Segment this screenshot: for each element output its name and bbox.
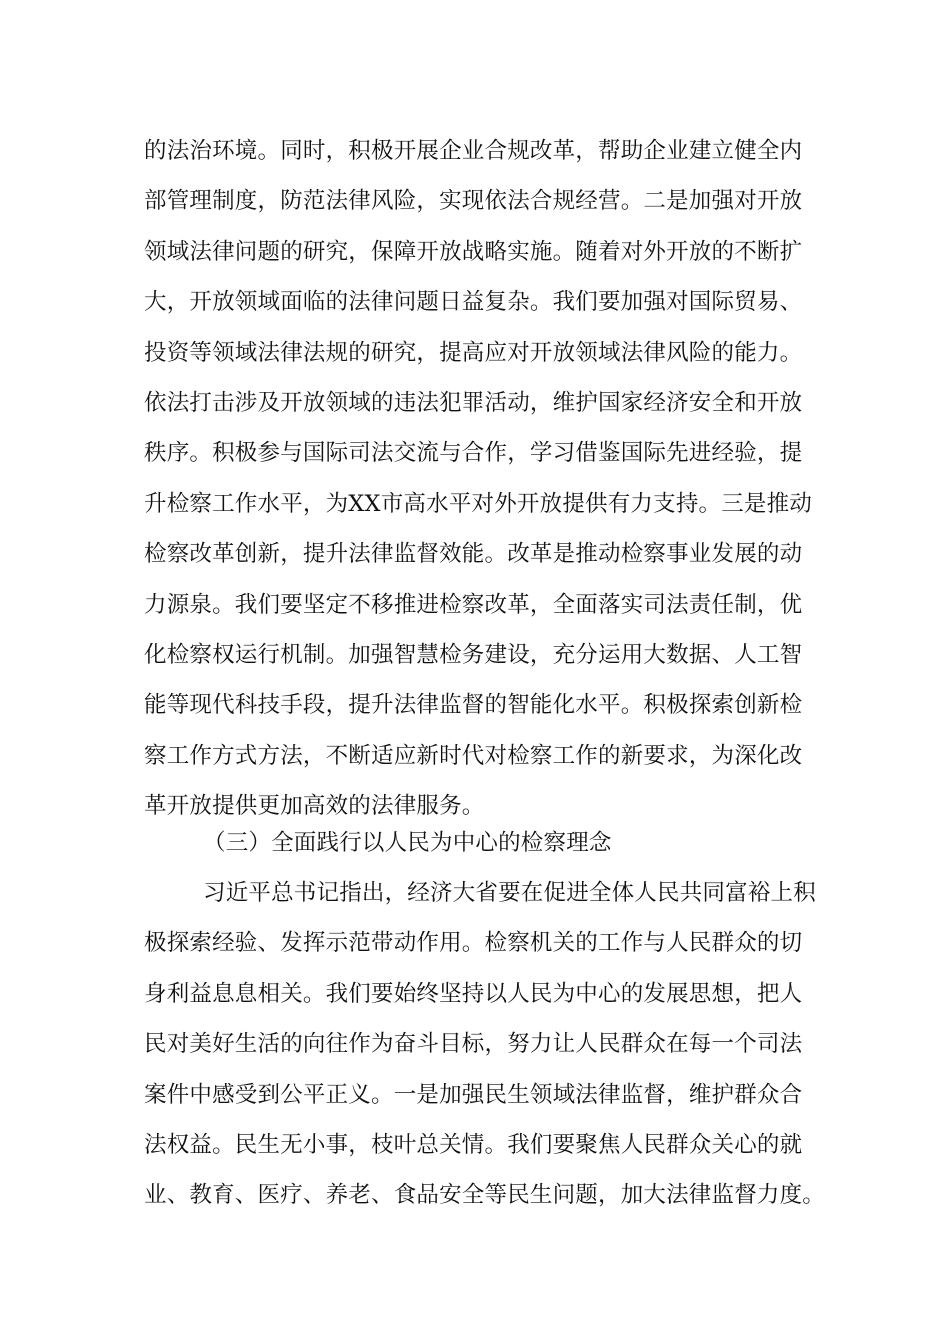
paragraph-line: 业、教育、医疗、养老、食品安全等民生问题，加大法律监督力度。 bbox=[144, 1182, 826, 1209]
paragraph-line: 升检察工作水平，为XX市高水平对外开放提供有力支持。三是推动 bbox=[144, 490, 813, 517]
paragraph-line: 大，开放领域面临的法律问题日益复杂。我们要加强对国际贸易、 bbox=[144, 289, 803, 316]
paragraph-line: 极探索经验、发挥示范带动作用。检察机关的工作与人民群众的切 bbox=[144, 930, 803, 957]
paragraph-1 bbox=[144, 126, 834, 831]
paragraph-line: 依法打击涉及开放领域的违法犯罪活动，维护国家经济安全和开放 bbox=[144, 389, 803, 416]
paragraph-line: 察工作方式方法，不断适应新时代对检察工作的新要求，为深化改 bbox=[144, 742, 803, 769]
paragraph-line: 民对美好生活的向往作为奋斗目标，努力让人民群众在每一个司法 bbox=[144, 1031, 803, 1058]
paragraph-2 bbox=[144, 868, 834, 1221]
paragraph-line: 部管理制度，防范法律风险，实现依法合规经营。二是加强对开放 bbox=[144, 188, 803, 215]
paragraph-line: 检察改革创新，提升法律监督效能。改革是推动检察事业发展的动 bbox=[144, 541, 803, 568]
section-heading-text: （三）全面践行以人民为中心的检察理念 bbox=[203, 830, 612, 856]
paragraph-line: 化检察权运行机制。加强智慧检务建设，充分运用大数据、人工智 bbox=[144, 641, 803, 668]
paragraph-line: 案件中感受到公平正义。一是加强民生领域法律监督，维护群众合 bbox=[144, 1081, 803, 1108]
paragraph-line: 能等现代科技手段，提升法律监督的智能化水平。积极探索创新检 bbox=[144, 692, 803, 719]
section-heading bbox=[144, 818, 834, 868]
paragraph-line: 法权益。民生无小事，枝叶总关情。我们要聚焦人民群众关心的就 bbox=[144, 1131, 803, 1158]
paragraph-line: 秩序。积极参与国际司法交流与合作，学习借鉴国际先进经验，提 bbox=[144, 440, 803, 467]
paragraph-line: 投资等领域法律法规的研究，提高应对开放领域法律风险的能力。 bbox=[144, 339, 803, 366]
paragraph-line: 领域法律问题的研究，保障开放战略实施。随着对外开放的不断扩 bbox=[144, 238, 803, 265]
paragraph-line: 的法治环境。同时，积极开展企业合规改革，帮助企业建立健全内 bbox=[144, 138, 803, 164]
paragraph-line: 身利益息息相关。我们要始终坚持以人民为中心的发展思想，把人 bbox=[144, 980, 803, 1007]
paragraph-line: 习近平总书记指出，经济大省要在促进全体人民共同富裕上积 bbox=[203, 880, 816, 906]
paragraph-line: 力源泉。我们要坚定不移推进检察改革，全面落实司法责任制，优 bbox=[144, 591, 803, 618]
paragraph-line: 革开放提供更加高效的法律服务。 bbox=[144, 793, 485, 820]
